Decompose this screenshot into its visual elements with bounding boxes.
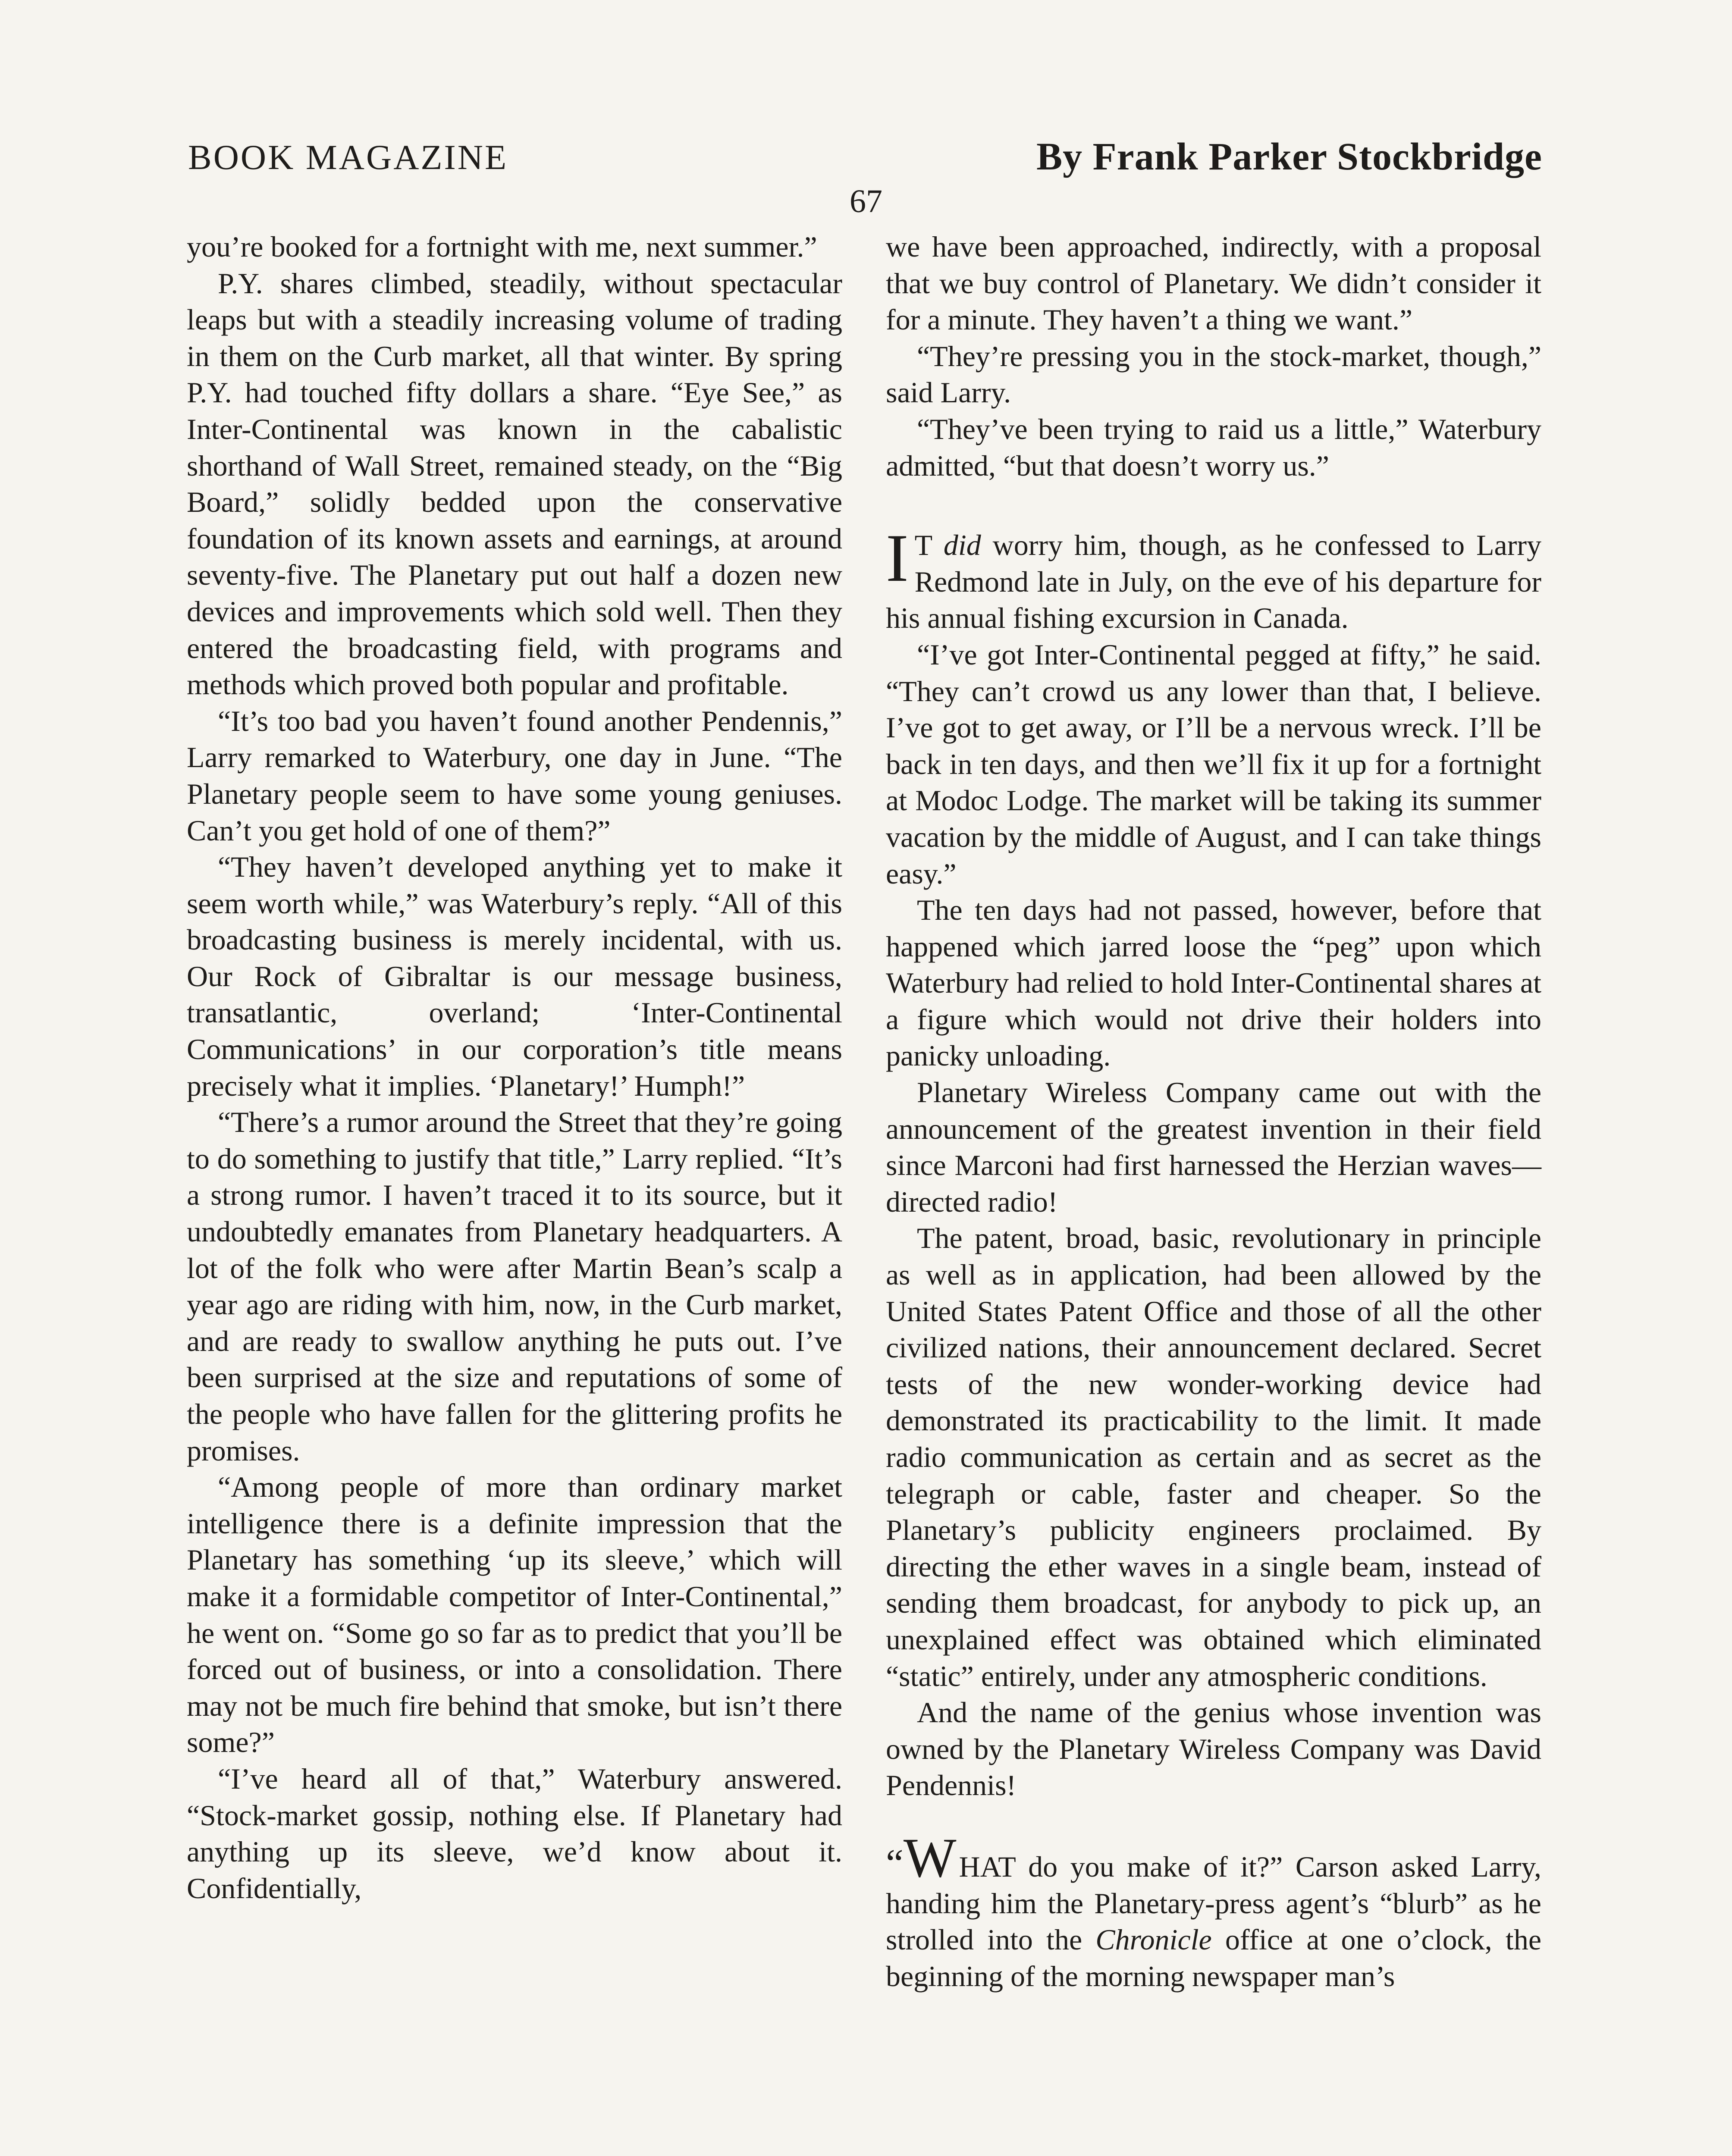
paragraph: The ten days had not passed, however, before that happened which jarred loose the “peg” upon which Waterbury had relied to hold Inter-Continental shares at a figure which would not drive their holders into panicky unloading. (886, 893, 1541, 1072)
paragraph: you’re booked for a fortnight with me, next summer.” (187, 230, 817, 263)
emphasis-text: did (943, 529, 981, 562)
dropcap-rest: office at one o’clock, the beginning of the morning newspaper man’s (886, 1923, 1541, 1993)
dropcap-paragraph (886, 520, 1542, 636)
paragraph: “They’ve been trying to raid us a little,” Waterbury admitted, “but that doesn’t worry us.” (886, 412, 1541, 482)
left-column (187, 229, 842, 1906)
drop-cap: W (903, 1827, 957, 1889)
drop-cap: I (886, 520, 909, 596)
paragraph: “I’ve heard all of that,” Waterbury answered. “Stock-market gossip, nothing else. If Planetary had anything up its sleeve, we’d know about it. Confidentially, (187, 1762, 842, 1905)
paragraph: “Among people of more than ordinary market intelligence there is a definite impression that the Planetary has something ‘up its sleeve,’ which will make it a formidable competitor of Inter-Continental,” he went on. “Some go so far as to predict that you’ll be forced out of business, or into a consolidation. There may not be much fire behind that smoke, but isn’t there some?” (187, 1470, 842, 1759)
emphasis-text: Chronicle (1095, 1923, 1212, 1956)
dropcap-lead: HAT do you make of it?” Carson asked Larry, handing him the Planetary-press agent’s “blurb” as he strolled into the (886, 1850, 1541, 1956)
paragraph: The patent, broad, basic, revolutionary in principle as well as in application, had been allowed by the United States Patent Office and those of all the other civilized nations, their announcement declared. Secret tests of the new wonder-working device had demonstrated its practicability to the limit. It made radio communication as certain and as secret as the telegraph or cable, faster and cheaper. So the Planetary’s publicity engineers proclaimed. By directing the ether waves in a single beam, instead of sending them broadcast, for anybody to pick up, an unexplained effect was obtained which eliminated “static” entirely, under any atmospheric conditions. (886, 1222, 1541, 1692)
dropcap-lead: T (914, 529, 944, 562)
section-break (886, 484, 1541, 527)
paragraph: “I’ve got Inter-Continental pegged at fifty,” he said. “They can’t crowd us any lower than that, I believe. I’ve got to get away, or I’ll be a nervous wreck. I’ll be back in ten days, and then we’ll fix it up for a fortnight at Modoc Lodge. The market will be taking its summer vacation by the middle of August, and I can take things easy.” (886, 638, 1541, 890)
page-number: 67 (850, 183, 882, 219)
paragraph: Planetary Wireless Company came out with the announcement of the greatest invention in their field since Marconi had first harnessed the Herzian waves—directed radio! (886, 1076, 1541, 1218)
paragraph: we have been approached, indirectly, with a proposal that we buy control of Planetary. We didn’t consider it for a minute. They haven’t a thing we want.” (886, 230, 1541, 336)
section-break (886, 1804, 1541, 1845)
paragraph: “There’s a rumor around the Street that they’re going to do something to justify that title,” Larry replied. “It’s a strong rumor. I haven’t traced it to its source, but it undoubtedly emanates from Planetary headquarters. A lot of the folk who were after Martin Bean’s scalp a year ago are riding with him, now, in the Curb market, and are ready to swallow anything he puts out. I’ve been surprised at the size and reputations of some of the people who have fallen for the glittering profits he promises. (187, 1106, 842, 1467)
paragraph: “They’re pressing you in the stock-market, though,” said Larry. (886, 339, 1541, 409)
paragraph: P.Y. shares climbed, steadily, without spectacular leaps but with a steadily increasing volume of trading in them on the Curb market, all that winter. By spring P.Y. had touched fifty dollars a share. “Eye See,” as Inter-Continental was known in the cabalistic shorthand of Wall Street, remained steady, on the “Big Board,” solidly bedded upon the conservative foundation of its known assets and earnings, at around seventy-five. The Planetary put out half a dozen new devices and improvements which sold well. Then they entered the broadcasting field, with programs and methods which proved both popular and profitable. (187, 266, 842, 701)
magazine-title: BOOK MAGAZINE (188, 138, 508, 177)
paragraph: “It’s too bad you haven’t found another Pendennis,” Larry remarked to Waterbury, one day in June. “The Planetary people seem to have some young geniuses. Can’t you get hold of one of them?” (187, 704, 842, 847)
opening-quote: “ (886, 1841, 904, 1885)
paragraph: “They haven’t developed anything yet to make it seem worth while,” was Waterbury’s reply. “All of this broadcasting business is merely incidental, with us. Our Rock of Gibraltar is our message business, transatlantic, overland; ‘Inter-Continental Communications’ in our corporation’s title means precisely what it implies. ‘Planetary!’ Humph!” (187, 850, 842, 1102)
author-byline: By Frank Parker Stockbridge (1036, 135, 1542, 178)
right-column (886, 229, 1541, 1994)
dropcap-rest: worry him, though, as he confessed to Larry Redmond late in July, on the eve of his departure for his annual fishing excursion in Canada. (886, 529, 1542, 635)
paragraph: And the name of the genius whose invention was owned by the Planetary Wireless Company was David Pendennis! (886, 1696, 1541, 1802)
dropcap-paragraph (886, 1827, 1541, 1994)
